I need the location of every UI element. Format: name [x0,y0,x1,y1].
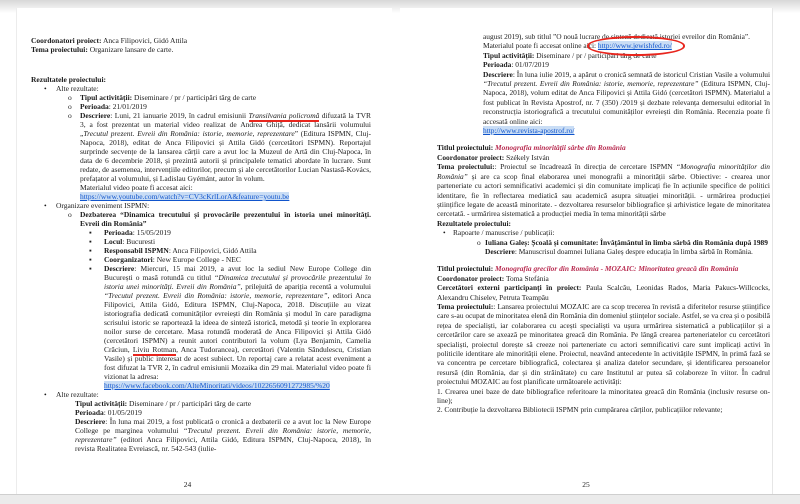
activity-type-value: Diseminare / pr / participări târg de carte [534,50,657,60]
description-label: Descriere [75,417,106,426]
bullet-icon: • [44,201,47,210]
list-item [89,237,371,246]
period-label: Perioada [483,60,512,70]
responsible-line [104,246,371,255]
results-heading: Rezultatele proiectului: [437,218,511,228]
continuation-paragraph: august 2019), sub titlul ”O nouă lucrare de sinteză dedicată istoriei evreilor din România”. [483,32,751,41]
responsible-label: Responsabil ISPMN [104,246,169,255]
activity-type-label: Tipul activității: [75,399,128,408]
circle-bullet-icon: o [68,102,72,111]
circle-bullet-icon: o [68,210,72,219]
circle-bullet-icon: o [477,237,481,247]
other-results-heading: Alte rezultate: [56,84,99,93]
location-label: Locul [104,237,123,246]
coordinators-line [31,36,371,45]
video-access-note: Materialul video poate fi accesat aici: [80,183,193,192]
activity-type-line [483,51,770,60]
project-title-line [437,143,770,152]
period-line [75,408,371,417]
description-text: , Anca Tudorancea), cercetători (Valentin Săndulescu, Cristian Vasile) și public interesat de acest subiect. Un reportaj care a relatat acest eveniment a fost difuzat la TVR 2, în cadrul emisiunii Mozaika din 29 mai. Materialul video poate fi vizionat la adresa: [104,345,371,381]
description-text: ” (Editura ISPMN, Cluj-Napoca, 2018), editat de Anca Filipovici și Attila Gidó (cercetători ISPMN). Reportajul surprinde secvențe de la lansarea cărții care a avut loc la Muzeul de Artă din Cluj-Napoca, în data de 6 decembrie 2018, și prezintă autorii și principalele tematici abordate în lucrare. Sunt redate, de asemenea, intervențiile editorilor, precum și ale cercetătorilor Lucian Nastasă-Kovács, prefațator al volumului, și Ladislau Gyémánt, autor în volum. [80,129,371,183]
description-block [104,264,371,390]
page-number: 25 [582,480,590,489]
activity-type-value: Diseminare / pr / participări târg de carte [132,93,257,102]
list-item [44,84,371,93]
square-bullet-icon: ▪ [89,255,92,264]
apostrof-link[interactable]: http://www.revista-apostrof.ro/ [483,126,575,136]
theme-line [31,45,371,54]
book-title-italic: Trecutul prezent. Evreii din România: istorie, memorie, reprezentare [83,129,295,138]
review-link-line [483,126,770,135]
project-theme-label: Tema proiectului: [437,301,494,311]
period-label: Perioada [80,102,109,111]
project-title-greek-monograph: Monografia grecilor din România - MOZAIC: Minoritatea greacă din România [493,264,739,274]
coorganizers-value: : New Europe College - NEC [152,255,241,264]
theme-value: Organizare lansare de carte. [87,45,174,54]
project-theme-text: : Proiectul se încadrează în direcția de cercetare ISPMN [494,162,677,172]
description-text: : În luna iulie 2019, a apărut o cronică semnată de istoricul Cristian Vasile a volumului [512,69,770,79]
coorganizers-label: Coorganizatori [104,255,153,264]
page-24-content [31,36,371,453]
list-item [89,228,371,237]
report-title: Iuliana Galeș: Școală și comunitate: Învățământul în limba sârbă din România după 1989 [485,237,768,247]
planned-activity-item: 2. Contribuție la dezvoltarea Bibliotecii ISPMN prin cumpărarea cărților, publicațiilor relevante; [437,405,723,415]
description-text: , editori Anca Filipovici, Attila Gidó, Editura ISPMN, Cluj-Napoca, 2018. Discuțiile au vizat istoriografia dedicată comunităților evreiești din România și modul în care paradigma scrisului istoric se raportează la ideea de sinteză istorică, metodă și teorie în explorarea noilor surse de cercetare. Masa rotundă moderată de Anca Filipovici și Attila Gidó (cercetători ISPMN) a reunit autori contributori la volum (Lya Benjamin, Camelia Crăciun, [104,291,371,354]
activity-type-line [80,93,371,102]
description-text: , prilejuită de apariția recentă a volumului [240,282,372,291]
red-underline-annotation: Liviu Rotman [132,345,177,354]
responsible-value: : Anca Filipovici, Gidó Attila [168,246,257,255]
activity-type-label: Tipul activității: [80,93,133,102]
project-theme-label: Tema proiectului: [437,162,495,172]
activity-type-line [75,399,371,408]
description-paragraph [104,264,371,381]
activity-type-value: Diseminare / pr / participări târg de carte [127,399,252,408]
coordinators-value: Anca Filipovici, Gidó Attila [101,36,188,45]
other-results-heading: Alte rezultate: [56,390,99,399]
planned-activity-item: 1. Crearea unei baze de date bibliografice referitoare la minoritatea greacă din România (inclusiv resurse on-line); [437,386,770,406]
description-text: (Editura ISPMN, Cluj-Napoca, 2018), volum editat de Anca Filipovici și Attila Gidó (cercetători ISPMN). Materialul a fost publicat în Revista Apostrof, nr. 7 (350) /2019 și dezbate relevanța demersului editorial în reconstrucția istoriografică a trecutului comunităților evreiești din România. Recenzia poate fi accesată online aici: [483,79,771,126]
page-25-content [437,32,770,415]
external-researchers-line [437,283,770,302]
period-value: : 15/05/2019 [132,228,171,237]
coordinators-label: Coordonatori proiect: [31,36,102,45]
red-underline-annotation: Transilvania policromă [248,111,320,120]
description-label: Descriere [485,246,515,256]
location-value: : Bucuresti [122,237,156,246]
external-researchers-label: Cercetători externi participanți în proiect: [437,283,582,293]
project-title-serbian-monograph: Monografia minorității sârbe din România [493,143,626,153]
book-title-italic: “Trecutul prezent. Evreii din România: istorie, memorie, reprezentare” [104,291,328,300]
location-line [104,237,371,246]
jewishfed-link[interactable]: http://www.jewishfed.ro/ [597,41,672,51]
description-text: (editori Anca Filipovici, Attila Gidó, Editura ISPMN, Cluj-Napoca, 2018), în revista Realitatea Evreiască, nr. 542-543 (iulie- [75,435,371,453]
circle-bullet-icon: o [68,111,72,120]
coordinator-label: Coordonator proiect: [437,152,505,162]
project-theme-paragraph [437,302,770,387]
project-theme-text: : Lansarea proiectului MOZAIC are ca scop trecerea în revistă a diferitelor resurse științifice care s-au ocupat de minoritatea elenă din România din domeniul științelor sociale. Astfel, se va crea și o posibilă rețea de specialiști, iar colaborarea cu acești specialiști va ușura urmărirea sistematică a publicațiilor și a cercetărilor care se axează pe minoritatea greacă din România. Pe lângă crearea parteneriatelor cu cercetători specialiști, proiectul dorește să creeze noi parteneriate cu actori semnificativi care sunt implicați activi în politicile identitare ale minorității elene. Proiectul, neavând antecedente în activitățile ISPMN, în primă fază se va concentra pe cercetare bibliografică, colectarea și analiza datelor secundare, și identificarea persoanelor resursă (din România, dar și din străinătate) cu care Institutul ar putea să colaboreze în viitor. În cadrul proiectului MOZAIC au fost planificate următoarele activități: [437,301,770,387]
circle-bullet-icon: o [68,93,72,102]
youtube-link[interactable]: https://www.youtube.com/watch?v=CV3cKrlLorA&feature=youtu.be [80,192,290,201]
research-direction-italic: “Monografia minorităților din România” [437,162,770,181]
description-block [80,111,371,201]
description-label: Descriere [483,69,513,79]
book-title-italic: “Trecutul prezent. Evreii din România: istorie, memorie, reprezentare” [483,79,699,89]
reports-heading: Rapoarte / manuscrise / publicații: [453,228,555,238]
description-text: difuzată la TVR 3, a fost prezentat un material video realizat de Andrea Ghiță, dedicat lansării volumului „ [80,111,372,138]
description-paragraph [483,70,770,126]
period-value: : 01/07/2019 [511,60,549,70]
square-bullet-icon: ▪ [89,246,92,255]
bullet-icon: • [443,228,446,238]
list-item [44,390,371,399]
square-bullet-icon: ▪ [89,264,92,273]
material-access-text: Materialul poate fi accesat online aici: [483,41,598,51]
list-item [477,238,770,257]
project-title-label: Titlul proiectului: [437,143,494,153]
description-text: : Miercuri, 15 mai 2019, a avut loc la sediul New Europe College din București o masă rotundă cu titlul [104,264,371,282]
event-org-heading: Organizare eveniment ISPMN: [56,201,150,210]
bullet-icon: • [44,84,47,93]
external-researchers-value: Paula Scalcău, Leonidas Rados, Maria Pakucs-Willcocks, Alexandru Chiselev, Petruta Teampău [437,283,770,302]
description-paragraph [75,417,371,453]
results-heading: Rezultatele proiectului: [31,75,107,84]
list-item [68,93,371,102]
description-label: Descriere [104,264,135,273]
coorganizers-line [104,255,371,264]
list-item [89,255,371,264]
facebook-link[interactable]: https://www.facebook.com/AlteMinoritati/videos/1022656091272985/%20 [104,381,330,390]
project-theme-paragraph [437,162,770,218]
coordinator-label: Coordonator proiect: [437,273,505,283]
viewer-bottom-edge [0,494,800,504]
list-item [89,246,371,255]
book-title-italic: “Trecutul prezent. Evreii din România: istorie, memorie, reprezentare” [75,426,371,444]
project-title-line [437,264,770,273]
list-item [68,111,371,201]
list-item [68,210,371,228]
coordinator-line [437,153,770,162]
material-access-line [483,41,770,50]
square-bullet-icon: ▪ [89,237,92,246]
project-title-label: Titlul proiectului: [437,264,494,274]
coordinator-value: Toma Stefánia [504,273,549,283]
coordinator-value: Székely István [504,152,550,162]
description-text: : Manuscrisul doamnei Iuliana Galeș despre educația în limba sârbă în România. [514,246,753,256]
document-page-24 [16,8,392,494]
period-line [104,228,371,237]
list-item [89,264,371,390]
period-line [80,102,371,111]
list-item [68,102,371,111]
list-item [443,228,770,237]
period-label: Perioada [104,228,133,237]
description-text: : Luni, 21 ianuarie 2019, în cadrul emisiunii [110,111,249,120]
period-label: Perioada [75,408,104,417]
period-value: : 01/05/2019 [103,408,142,417]
description-text: : În luna mai 2019, a fost publicată o cronică a dezbaterii ce a avut loc la New Europe College pe marginea volumului [75,417,371,435]
report-description [485,247,770,256]
description-label: Descriere [80,111,111,120]
project-theme-text: și are ca scop final elaborarea unei monografii a minorității sârbe. Obiective: - crearea unor parteneriate cu actori semnificativi academici și din comunitate implicați fie în acțiunile specifice de politici identitare, fie în reflectarea mediatică sau academică asupra situației minorității. - urmărirea producției științifice legate de această minoritate. - dezvoltarea resurselor bibliografice și arhivistice legate de minoritatea cercetată. - urmărirea sistematică a producției media în tema minorității sârbe [437,171,770,219]
document-page-25 [400,8,773,494]
coordinator-line [437,274,770,283]
debate-title: Dezbaterea “Dinamica trecutului și provocările prezentului în istoria unei minorități. Evreii din România” [80,210,371,228]
list-item [44,201,371,210]
page-number: 24 [183,480,192,489]
activity-type-label: Tipul activității: [483,50,535,60]
theme-label: Tema proiectului: [31,45,88,54]
period-line [483,60,770,69]
description-paragraph [80,111,371,183]
period-value: : 21/01/2019 [108,102,147,111]
report-block [485,238,770,257]
square-bullet-icon: ▪ [89,228,92,237]
debate-title-italic: “Dinamica trecutului și provocările prezentului în istoria unei minorități. Evreii din România” [104,273,371,291]
bullet-icon: • [44,390,47,399]
